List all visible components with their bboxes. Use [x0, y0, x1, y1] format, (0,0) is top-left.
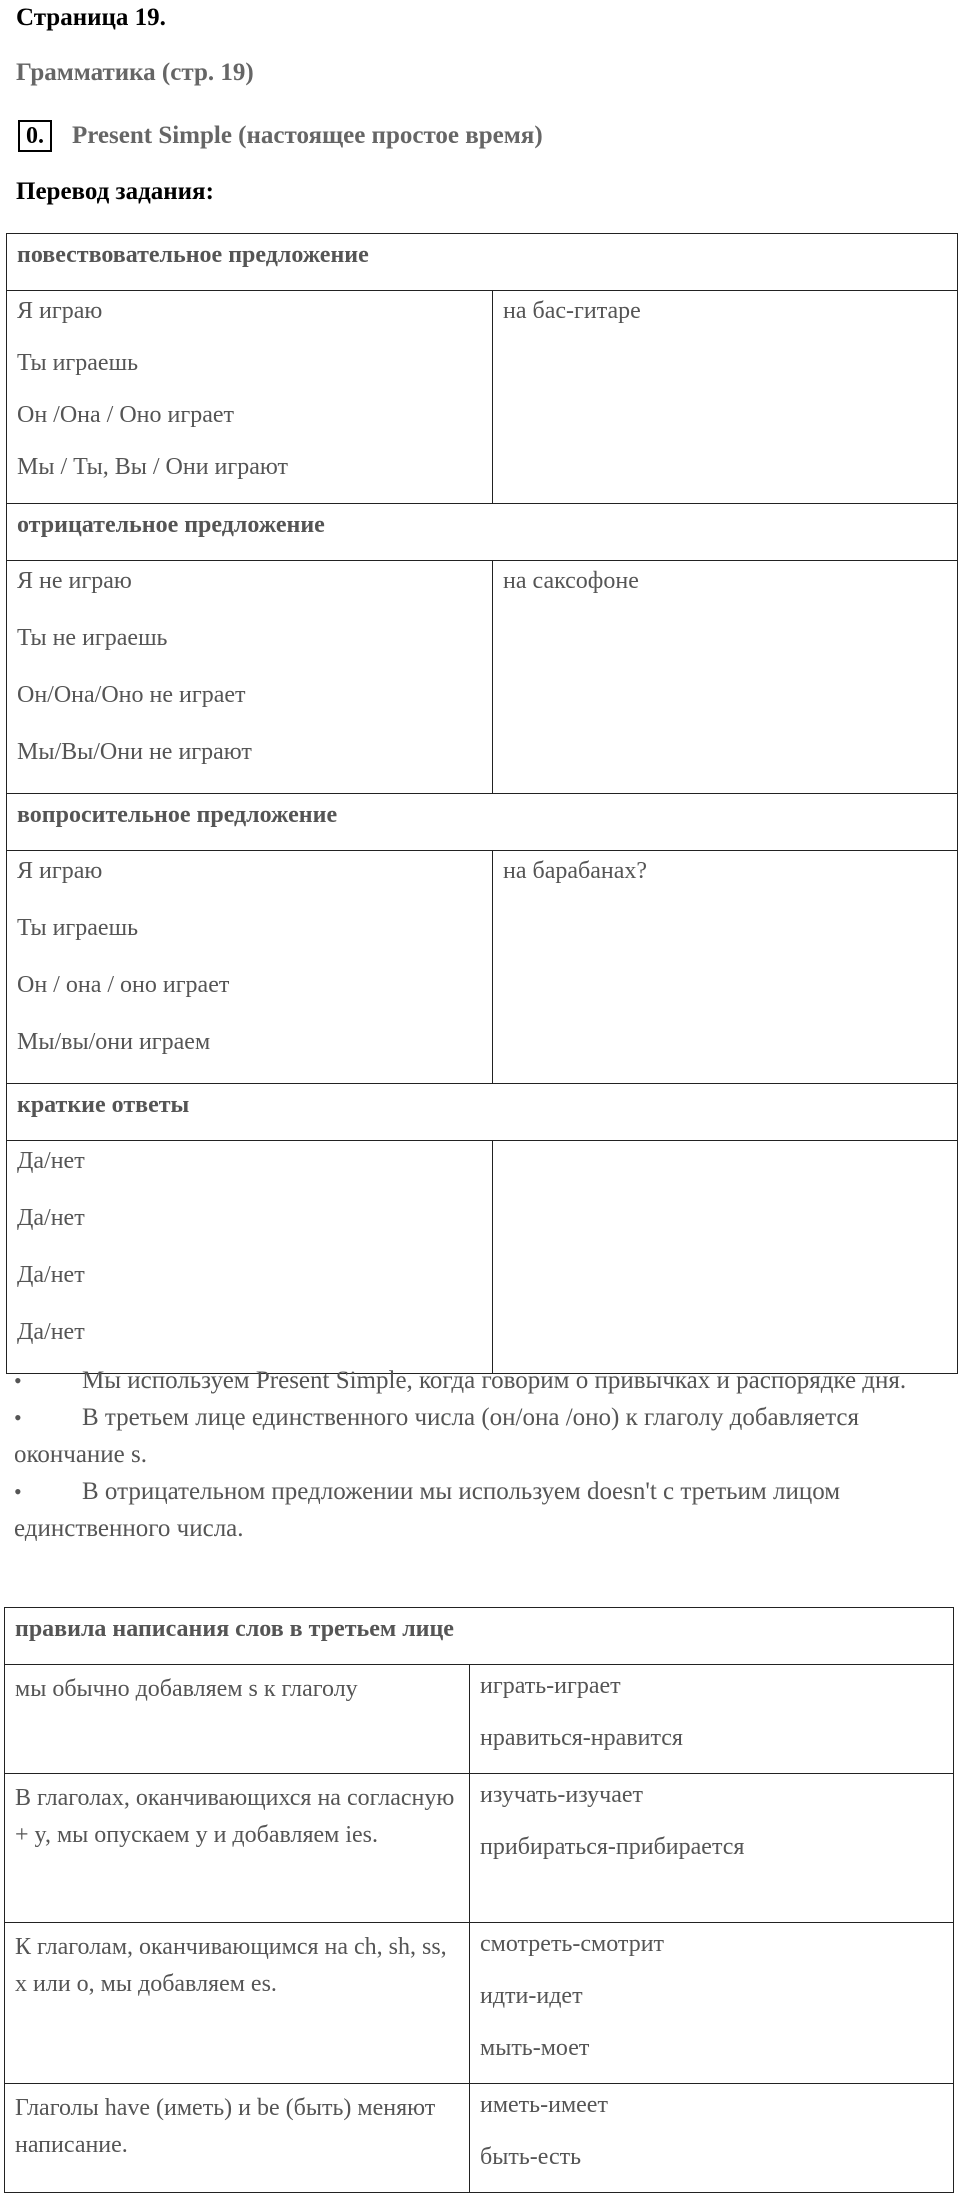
section-heading-affirmative: повествовательное предложение	[7, 234, 958, 291]
forms-cell	[7, 561, 493, 794]
bullet-icon	[14, 1399, 82, 1436]
form-line: Ты не играешь	[17, 625, 168, 651]
rule-cell: В глаголах, оканчивающихся на согласную + y, мы опускаем y и добавляем ies.	[5, 1774, 470, 1923]
note-text: В третьем лице единственного числа (он/она /оно) к глаголу добавляется окончание s.	[14, 1404, 860, 1468]
table-row	[5, 1774, 954, 1923]
form-line: Ты играешь	[17, 915, 139, 941]
example-line: идти-идет	[480, 1983, 583, 2009]
table-section-header-row	[7, 504, 958, 561]
table-section-header-row	[7, 1084, 958, 1141]
table-row	[5, 2084, 954, 2193]
table-row	[7, 291, 958, 504]
table-row	[7, 1141, 958, 1374]
topic-line	[18, 120, 543, 152]
spelling-rules-table	[4, 1607, 954, 2193]
page-title: Страница 19.	[16, 4, 166, 31]
topic-title: Present Simple (настоящее простое время)	[72, 122, 543, 149]
form-line: Да/нет	[17, 1262, 85, 1288]
table-section-header-row	[5, 1608, 954, 1665]
example-line: играть-играет	[480, 1673, 621, 1699]
example-line: нравиться-нравится	[480, 1725, 683, 1751]
list-item	[14, 1473, 954, 1547]
form-line: Я не играю	[17, 568, 132, 594]
note-text: В отрицательном предложении мы используем doesn't с третьим лицом единственного числа.	[14, 1478, 841, 1542]
table-section-header-row	[7, 234, 958, 291]
object-cell	[493, 291, 958, 504]
examples-cell	[470, 1665, 954, 1774]
table-row	[7, 851, 958, 1084]
form-line: Я играю	[17, 858, 103, 884]
form-line: Ты играешь	[17, 350, 139, 376]
bullet-icon	[14, 1362, 82, 1399]
example-line: мыть-моет	[480, 2035, 590, 2061]
object-cell	[493, 1141, 958, 1374]
examples-cell	[470, 1923, 954, 2084]
conjugation-table	[6, 233, 958, 1374]
form-line: Он /Она / Оно играет	[17, 402, 234, 428]
forms-cell	[7, 851, 493, 1084]
section-heading-question: вопросительное предложение	[7, 794, 958, 851]
object-text: на саксофоне	[503, 568, 639, 594]
bullet-icon	[14, 1473, 82, 1510]
translation-heading: Перевод задания:	[16, 178, 214, 205]
example-line: быть-есть	[480, 2144, 582, 2170]
form-line: Мы/вы/они играем	[17, 1029, 211, 1055]
notes-list	[14, 1362, 954, 1547]
section-heading-short-answers: краткие ответы	[7, 1084, 958, 1141]
object-text	[503, 1145, 957, 1197]
forms-cell	[7, 291, 493, 504]
examples-cell	[470, 2084, 954, 2193]
object-text: на бас-гитаре	[503, 298, 641, 324]
object-text: на барабанах?	[503, 858, 648, 884]
form-line: Я играю	[17, 298, 103, 324]
section-heading-negative: отрицательное предложение	[7, 504, 958, 561]
form-line: Он/Она/Оно не играет	[17, 682, 246, 708]
example-line: иметь-имеет	[480, 2092, 608, 2118]
form-line: Да/нет	[17, 1148, 85, 1174]
example-line: смотреть-смотрит	[480, 1931, 665, 1957]
rule-cell: мы обычно добавляем s к глаголу	[5, 1665, 470, 1774]
example-line: прибираться-прибирается	[480, 1834, 745, 1860]
form-line: Он / она / оно играет	[17, 972, 230, 998]
table-row	[5, 1665, 954, 1774]
form-line: Мы/Вы/Они не играют	[17, 739, 252, 765]
list-item	[14, 1399, 954, 1473]
rule-cell: К глаголам, оканчивающимся на ch, sh, ss, x или o, мы добавляем es.	[5, 1923, 470, 2084]
note-text: Мы используем Present Simple, когда говорим о привычках и распорядке дня.	[82, 1367, 907, 1394]
table-section-header-row	[7, 794, 958, 851]
object-cell	[493, 851, 958, 1084]
form-line: Да/нет	[17, 1319, 85, 1345]
section-title: Грамматика (стр. 19)	[16, 59, 254, 86]
object-cell	[493, 561, 958, 794]
example-line: изучать-изучает	[480, 1782, 644, 1808]
spelling-table-heading: правила написания слов в третьем лице	[5, 1608, 954, 1665]
table-row	[5, 1923, 954, 2084]
topic-number-box: 0.	[18, 120, 52, 152]
forms-cell	[7, 1141, 493, 1374]
examples-cell	[470, 1774, 954, 1923]
rule-cell: Глаголы have (иметь) и be (быть) меняют написание.	[5, 2084, 470, 2193]
table-row	[7, 561, 958, 794]
form-line: Да/нет	[17, 1205, 85, 1231]
form-line: Мы / Ты, Вы / Они играют	[17, 454, 288, 480]
list-item	[14, 1362, 954, 1399]
